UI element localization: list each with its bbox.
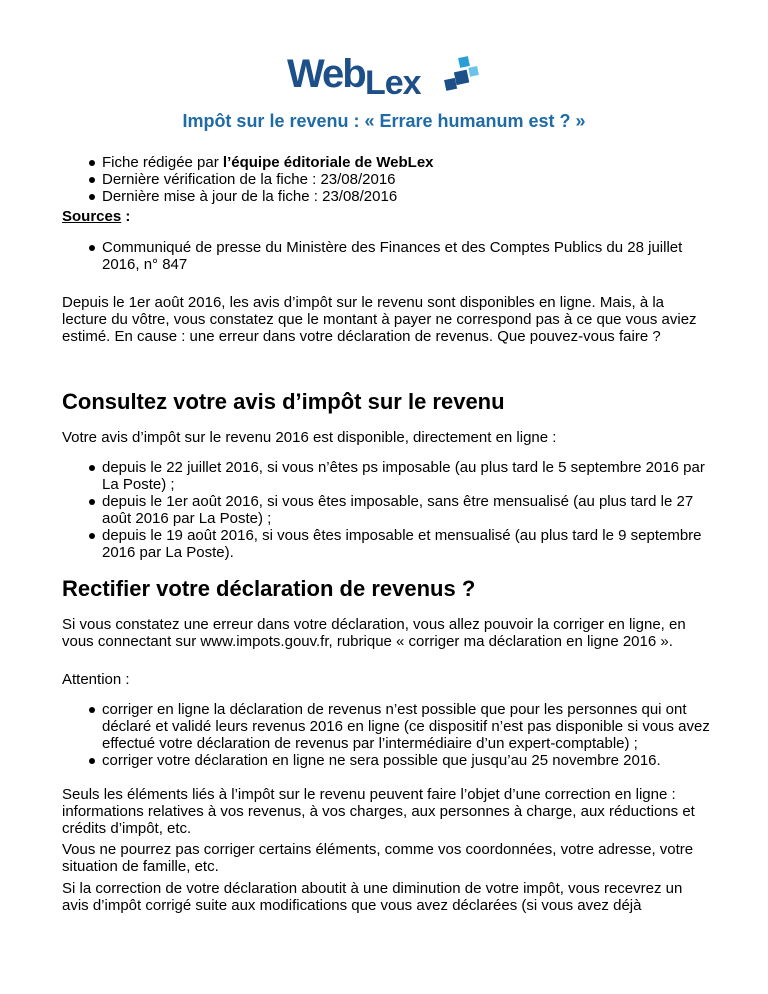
intro-paragraph: Depuis le 1er août 2016, les avis d’impôt sur le revenu sont disponibles en ligne. Mais, à la lecture du vôtre, vous constatez que le montant à payer ne correspond pas à ce que vous aviez estimé. En cause : une erreur dans votre déclaration de revenus. Que pouvez-vous faire ? bbox=[62, 294, 697, 345]
sources-colon: : bbox=[121, 208, 131, 225]
sources-label: Sources bbox=[62, 208, 122, 225]
sources-list bbox=[62, 239, 712, 273]
list-item: corriger votre déclaration en ligne ne sera possible que jusqu’au 25 novembre 2016. bbox=[62, 752, 712, 769]
page-title: Impôt sur le revenu : « Errare humanum est ? » bbox=[182, 111, 586, 131]
list-item bbox=[62, 154, 712, 171]
list-item: depuis le 22 juillet 2016, si vous n’êtes ps imposable (au plus tard le 5 septembre 2016 par La Poste) ; bbox=[62, 459, 712, 493]
list-item: depuis le 19 août 2016, si vous êtes imposable et mensualisé (au plus tard le 9 septembre 2016 par La Poste). bbox=[62, 527, 712, 561]
list-item: Dernière mise à jour de la fiche : 23/08/2016 bbox=[62, 188, 712, 205]
meta-author-prefix: Fiche rédigée par bbox=[102, 154, 223, 171]
meta-list bbox=[62, 154, 712, 205]
sources-heading bbox=[62, 208, 712, 225]
section2-paragraph-1: Si vous constatez une erreur dans votre déclaration, vous allez pouvoir la corriger en ligne, en vous connectant sur www.impots.gouv.fr, rubrique « corriger ma déclaration en ligne 2016 ». bbox=[62, 616, 686, 650]
logo-web-text: Web bbox=[287, 52, 365, 96]
section1-lead: Votre avis d’impôt sur le revenu 2016 est disponible, directement en ligne : bbox=[62, 429, 557, 446]
weblex-logo bbox=[287, 53, 487, 103]
section2-paragraph-3: Vous ne pourrez pas corriger certains éléments, comme vos coordonnées, votre adresse, votre situation de famille, etc. bbox=[62, 841, 694, 875]
section1-list bbox=[62, 459, 712, 561]
list-item: Dernière vérification de la fiche : 23/08/2016 bbox=[62, 171, 712, 188]
list-item: Communiqué de presse du Ministère des Finances et des Comptes Publics du 28 juillet 2016, n° 847 bbox=[62, 239, 712, 273]
section2-paragraph-4: Si la correction de votre déclaration aboutit à une diminution de votre impôt, vous recevrez un avis d’impôt corrigé suite aux modifications que vous avez déclarées (si vous avez déjà bbox=[62, 880, 683, 914]
logo-squares-icon bbox=[437, 55, 483, 99]
attention-label: Attention : bbox=[62, 671, 130, 688]
section-heading-consultez: Consultez votre avis d’impôt sur le revenu bbox=[62, 389, 505, 414]
section2-paragraph-2: Seuls les éléments liés à l’impôt sur le revenu peuvent faire l’objet d’une correction en ligne : informations relatives à vos revenus, à vos charges, aux personnes à charge, aux réductions et crédits d’impôt, etc. bbox=[62, 786, 695, 837]
meta-author: l’équipe éditoriale de WebLex bbox=[222, 154, 434, 171]
section-heading-rectifier: Rectifier votre déclaration de revenus ? bbox=[62, 576, 476, 601]
section2-list bbox=[62, 701, 712, 769]
logo-lex-text: Lex bbox=[365, 64, 421, 102]
list-item: depuis le 1er août 2016, si vous êtes imposable, sans être mensualisé (au plus tard le 27 août 2016 par La Poste) ; bbox=[62, 493, 712, 527]
list-item: corriger en ligne la déclaration de revenus n’est possible que pour les personnes qui ont déclaré et validé leurs revenus 2016 en ligne (ce dispositif n’est pas disponible si vous avez effectué votre déclaration de revenus par l’intermédiaire d’un expert-comptable) ; bbox=[62, 701, 712, 752]
